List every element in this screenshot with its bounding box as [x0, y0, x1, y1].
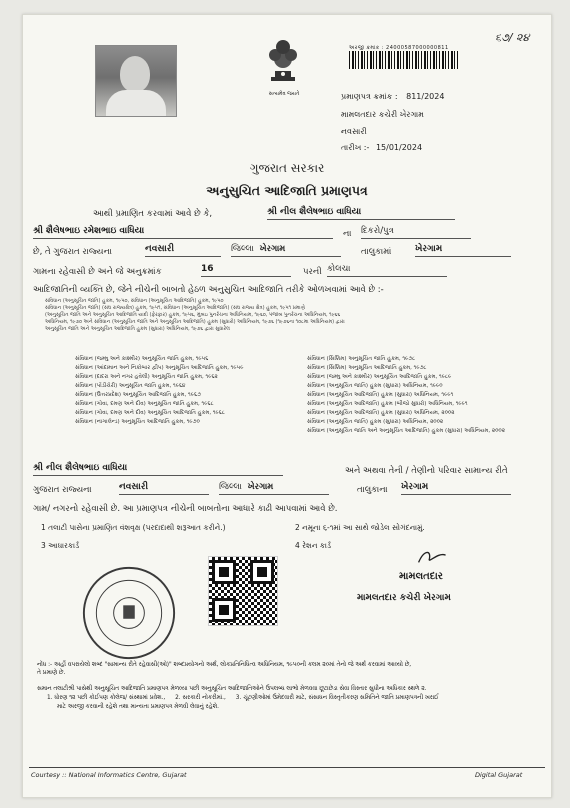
taluka-2: ખેરગામ [401, 482, 511, 495]
order-item: સંવિધાન (પોંડીચેરી) અનુસૂચિત જાતિ હુકમ, ૧૯૬૪ [75, 383, 186, 389]
order-item: સંવિધાન (અનુસૂચિત આદિજાતિ) હુકમ (સુધારા) અધિનિયમ, ૧૯૯૧ [307, 392, 454, 398]
order-item: સંવિધાન (સિક્કિમ) અનુસૂચિત જાતિ હુકમ, ૧૯૭૮ [307, 356, 416, 362]
footer-credit: Courtesy :: National Informatics Centre, Gujarat [31, 771, 187, 779]
district-taluka: ખેરગામ [259, 244, 286, 254]
district-label-2: જિલ્લા [219, 482, 242, 492]
note-block-2 [37, 685, 541, 712]
note-item-1: 1. ધોરણ ૧૨ પછી કોઈપણ કોલેજ/ સંસ્થામાં પ્રવેશ., [47, 695, 166, 701]
order-item: સંવિધાન (જમ્મુ અને કાશ્મીર) અનુસૂચિત જાતિ હુકમ, ૧૯૫૬ [75, 356, 209, 362]
state-line: છે, તે ગુજરાત રાજ્યના [33, 247, 112, 257]
tribe-line: આદિજાતિની વ્યક્તિ છે, જેને નીચેની બાબતો હેઠળ અનુસુચિત આદિજાતિ તરીકે ઓળખવામાં આવે છે :- [33, 285, 384, 295]
taluka-label-2: તાલુકાના [357, 485, 388, 495]
doc-title: અનુસુચિત આદિજાતિ પ્રમાણપત્ર [206, 183, 368, 198]
district-value-2: ખેરગામ [247, 482, 274, 492]
doc-item-1: 1 તલાટી પાસેના પ્રમાણિત વંશવૃક્ષ (પરદાદાથી શરૂઆત કરીને.) [41, 523, 226, 532]
office-seal-icon [81, 565, 177, 661]
district-field [231, 244, 341, 257]
note-item-3: 3. ચૂંટણીઓમાં ઉમેદવારી માટે, સંસાધન વિસ્તૃતીકરણ સમિતિને જાતિ પ્રમાણપત્રની ખરાઈ [235, 695, 439, 701]
relation: દિકરો/પુત્ર [361, 226, 471, 239]
order-item: (અનુસૂચિત જાતિ અને અનુસૂચિત આદિજાતિ યાદી (ફેરફાર) હુકમ, ૧૯૫૬, મુંબઇ પુનર્રચના અધિનિયમ, ૧૯૬૦, પંજાબ પુનર્રચના અધિનિયમ, ૧૯૬૬ [45, 312, 341, 318]
order-item: સંવિધાન (અનુસૂચિત આદિજાતિ) હુકમ (બીજો સુધારો) અધિનિયમ, ૧૯૯૧ [307, 401, 468, 407]
order-item: સંવિધાન (અનુસૂચિત જાતિ અને અનુસૂચિત આદિજાતિ) હુકમ (સુધારા) અધિનિયમ, ૨૦૦૨ [307, 428, 505, 434]
village-line: ગામના રહેવાસી છે અને જે અનુક્રમાંક [33, 267, 162, 277]
village-line-2: ગામ/ નગરનો રહેવાસી છે. આ પ્રમાણપત્ર નીચેની બાબતોના આધારે કાઢી આપવામાં આવે છે. [33, 504, 338, 514]
issue-date-row [341, 143, 422, 153]
order-list-left [75, 355, 275, 427]
issuing-place: નવસારી [341, 127, 367, 136]
parent-name: શ્રી શૈલેષભાઇ રમેશભાઇ વાધિયા [33, 226, 333, 239]
footer-divider [29, 767, 545, 768]
issuing-office: મામલતદાર કચેરી ખેરગામ [341, 110, 424, 119]
doc-item-3: 3 આધારકાર્ડ [41, 541, 80, 550]
qr-code [208, 556, 278, 626]
note-item-2: 2. સરકારી નોકરીમાં., [175, 695, 226, 701]
cert-number: 811/2024 [406, 92, 445, 101]
note-item-3b: માટે અરજી કરવાની રહેશે તથા માન્યતા પ્રમાણપત્ર મેળવી લેવાનું રહેશે. [57, 704, 219, 710]
taluka: ખેરગામ [415, 244, 511, 257]
district: નવસારી [145, 244, 221, 257]
certificate-page [22, 14, 552, 798]
order-item: સંવિધાન (અનુસૂચિત આદિજાતિ) હુકમ (સુધારા) અધિનિયમ, ૨૦૦૨ [307, 410, 455, 416]
order-item: સંવિધાન (અનુસૂચિત જાતિ) (સંઘ રાજ્યક્ષેત્ર) હુકમ, ૧૯૫૧, સંવિધાન (અનુસૂચિત આદિજાતિ) (સંઘ રાજ્ય ક્ષેત્ર) હુકમ, ૧૯૫૧ પ્રમાણે [45, 305, 306, 311]
resident-tail: અને અથવા તેની / તેણીનો પરિવાર સામાન્ય રીતે [345, 466, 508, 476]
applicant-name: શ્રી નીલ શૈલેષભાઇ વાધિયા [267, 207, 455, 220]
order-item: સંવિધાન (ગોવા, દમણ અને દીવ) અનુસૂચિત આદિજાતિ હુકમ, ૧૯૬૮ [75, 410, 225, 416]
order-list-right [307, 355, 543, 436]
na-word: ના [343, 229, 352, 239]
note-1: નોંધ :- અહીં વપરાયેલો શબ્દ "સામાન્ય રીતે રહેવાસી(ઓ)" શબ્દપ્રયોગનો અર્થ, લોકપ્રતિનિધિત્વ અધિનિયમ, ૧૯૫૦ની કલમ ૨૦માં તેનો જે અર્થ કરવામાં આવ્યો છે, [37, 662, 412, 668]
signature-icon [415, 547, 451, 567]
date-label: તારીખ :- [341, 143, 370, 152]
resident-name: શ્રી નીલ શૈલેષભાઇ વાધિયા [33, 463, 283, 476]
order-item: સંવિધાન (આંદામાન અને નિકોબાર દ્વીપ) અનુસૂચિત આદિજાતિ હુકમ, ૧૯૫૯ [75, 365, 244, 371]
district-field-2 [219, 482, 329, 495]
applicant-photo [95, 45, 177, 117]
order-item: સંવિધાન (ઉત્તરપ્રદેશ) અનુસૂચિત આદિજાતિ હુકમ, ૧૯૬૭ [75, 392, 201, 398]
order-item: સંવિધાન (અનુસૂચિત જાતિ) હુકમ, ૧૯૫૦, સંવિધાન (અનુસૂચિત આદિજાતિ) હુકમ, ૧૯૫૦ [45, 298, 224, 304]
issue-date: 15/01/2024 [375, 143, 423, 152]
serial-number: 16 [201, 264, 291, 277]
state-emblem-icon [261, 33, 305, 89]
state-line-2: ગુજરાત રાજ્યના [33, 485, 92, 495]
cert-number-row [341, 92, 444, 102]
pani-word: પરની [303, 267, 322, 277]
order-item: અનુસૂચિત જાતિ અને અનુસૂચિત આદિજાતિ હુકમ (સુધારા) અધિનિયમ, ૧૯૭૬ દ્વારા સુધારેલ [45, 326, 230, 332]
cert-number-label: પ્રમાણપત્ર ક્રમાંક : [341, 92, 398, 101]
district-2: નવસારી [119, 482, 209, 495]
doc-item-2: 2 નમૂના ૬-૧માં આ સાથે જોડેલ સોગંદનામું. [295, 523, 425, 532]
note-2: સમાન તલાટીશ્રી પાસેથી અનુસૂચિત આદિજાતિ પ્રમાણપત્ર મેળવ્યા પછી અનુસૂચિત આદિજાતિઓને ઉપલબ્ધ લાભો મેળવવા છૂટાછેડા સેવા વિસ્તાર સુધીના અધિકાર સ્થળે ૨. [37, 686, 427, 692]
order-item: અધિનિયમ, ૧૯૭૦ અને સંવિધાન (અનુસૂચિત જાતિ અને અનુસૂચિત આદિજાતિ) હુકમ (સુધારો) અધિનિયમ, ૧૯૭૬ (૧૯૭૬ના ૧૦૮મા અધિનિયમ) દ્વારા [45, 319, 345, 325]
doc-item-4: 4 રેશન કાર્ડ [295, 541, 332, 550]
district-label: જિલ્લા [231, 244, 254, 254]
handwritten-note: ૬૭/ ૨૪ [495, 31, 530, 44]
certify-line: આથી પ્રમાણિત કરવામાં આવે છે કે, [93, 209, 213, 219]
note-block [37, 661, 541, 677]
tribe-name: કોલચા [327, 264, 447, 277]
order-item: સંવિધાન (જમ્મુ અને કાશ્મીર) અનુસૂચિત આદિજાતિ હુકમ, ૧૯૮૯ [307, 374, 452, 380]
order-item: સંવિધાન (અનુસૂચિત જાતિ) હુકમ (સુધારા) અધિનિયમ, ૨૦૦૨ [307, 419, 444, 425]
footer-brand: Digital Gujarat [475, 771, 523, 779]
order-item: સંવિધાન (અનુસૂચિત જાતિ) હુકમ (સુધારા) અધિનિયમ, ૧૯૯૦ [307, 383, 443, 389]
order-item: સંવિધાન (સિક્કિમ) અનુસૂચિત આદિજાતિ હુકમ, ૧૯૭૮ [307, 365, 427, 371]
barcode [349, 51, 459, 69]
emblem-caption: સત્યમેવ જયતે [268, 91, 300, 97]
signatory-title: મામલતદાર [399, 571, 443, 582]
note-items [37, 694, 541, 703]
taluka-label: તાલુકામાં [361, 247, 392, 257]
order-item: સંવિધાન (ગોવા, દમણ અને દીવ) અનુસૂચિત જાતિ હુકમ, ૧૯૬૮ [75, 401, 214, 407]
signatory-office: મામલતદાર કચેરી ખેરગામ [357, 593, 451, 603]
govt-title: ગુજરાત સરકાર [249, 161, 325, 175]
order-item: સંવિધાન (દાદરા અને નગર હવેલી) અનુસૂચિત જાતિ હુકમ, ૧૯૬૨ [75, 374, 218, 380]
application-number: અરજી ક્રમાંક : 24000587000000811 [349, 45, 449, 51]
order-list-top [45, 298, 535, 333]
order-item: સંવિધાન (નાગાલેન્ડ) અનુસૂચિત આદિજાતિ હુકમ, ૧૯૭૦ [75, 419, 200, 425]
note-1b: તે પ્રમાણે છે. [37, 670, 66, 676]
